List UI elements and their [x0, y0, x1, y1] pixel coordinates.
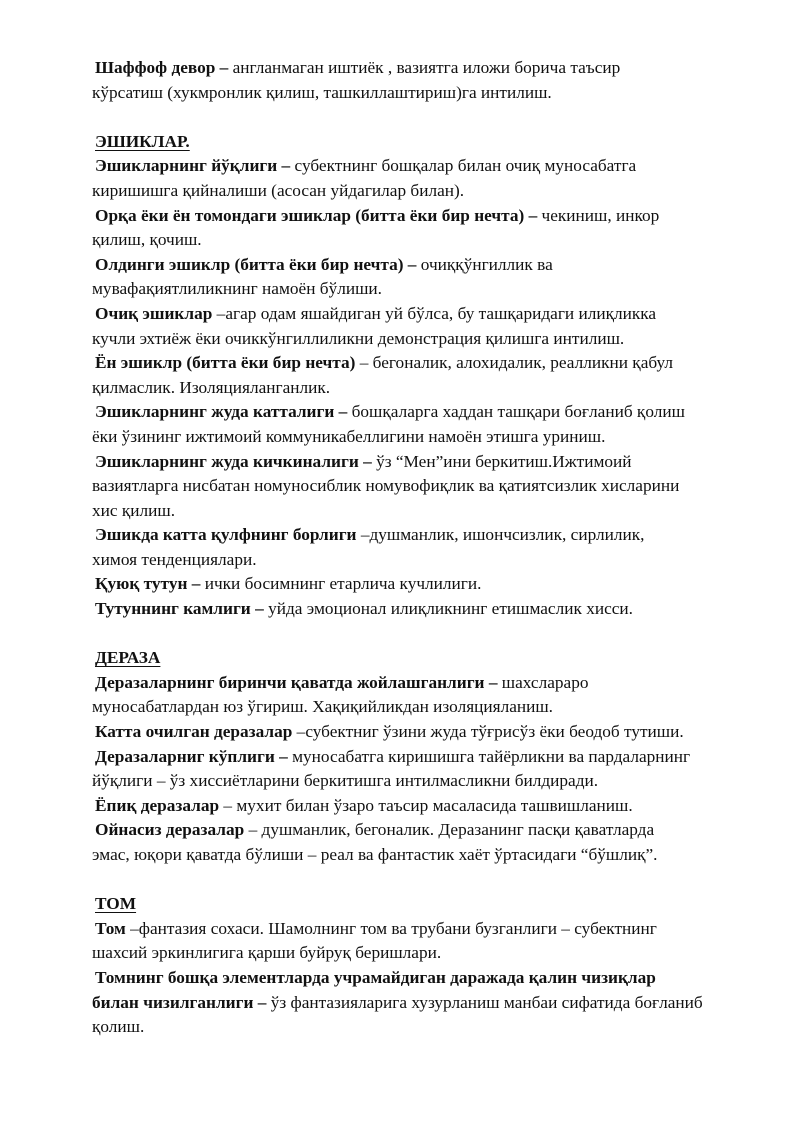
- entry-large-lock: [92, 523, 750, 572]
- entry-term: Очиқ эшиклар: [95, 303, 217, 323]
- entry-term: Тутуннинг камлиги –: [95, 599, 269, 619]
- entry-front-doors: [92, 253, 750, 302]
- entry-many-windows: [92, 745, 750, 794]
- entry-text-continuation: йўқлиги – ўз хиссиётларини беркитишга интилмасликни билдиради.: [92, 771, 599, 791]
- entry-roof: [92, 917, 750, 966]
- entry-text: шахслараро: [501, 672, 589, 692]
- entry-text: ўз фантазияларига хузурланиш манбаи сифатида боғланиб: [270, 992, 703, 1012]
- entry-term: Эшикларнинг жуда кичкиналиги –: [95, 451, 377, 471]
- entry-text-continuation: муносабатлардан юз ўгириш. Хақиқийликдан изоляцияланиш.: [92, 697, 553, 717]
- entry-term: Том: [95, 918, 131, 938]
- entry-transparent-wall: [92, 56, 750, 105]
- entry-text-continuation: киришишга қийналиши (асосан уйдагилар билан).: [92, 180, 465, 200]
- entry-text-continuation: қилмаслик. Изоляцияланганлик.: [92, 377, 331, 397]
- entry-text: англанмаган иштиёк , вазиятга иложи борича таъсир: [232, 58, 621, 77]
- entry-text: ўз “Мен”ини беркитиш.Ижтимоий: [376, 451, 632, 471]
- entry-term: Орқа ёки ён томондаги эшиклар (битта ёки бир нечта) –: [95, 205, 542, 225]
- entry-glassless-windows: [92, 818, 750, 867]
- entry-text: –агар одам яшайдиган уй бўлса, бу ташқаридаги илиқликка: [216, 303, 657, 323]
- entry-text-continuation: қилиш, қочиш.: [92, 230, 202, 250]
- entry-term: Катта очилган деразалар: [95, 722, 297, 742]
- entry-text: –субектниг ўзини жуда тўғрисўз ёки беодоб тутиши.: [296, 722, 684, 742]
- entry-term: Деразаларнинг биринчи қаватда жойлашганлиги –: [95, 672, 502, 692]
- entry-text-continuation: эмас, юқори қаватда бўлиши – реал ва фантастик хаёт ўртасидаги “бўшлиқ”.: [92, 845, 658, 864]
- section-doors: [92, 130, 750, 622]
- entry-ground-floor-windows: [92, 671, 750, 720]
- document-body: [92, 56, 750, 1040]
- entry-closed-windows: [95, 794, 750, 819]
- entry-text-continuation: кўрсатиш (хукмронлик қилиш, ташкиллаштириш)га интилиш.: [92, 82, 552, 102]
- entry-text: уйда эмоционал илиқликнинг етишмаслик хисси.: [268, 599, 633, 619]
- entry-term: Ёпиқ деразалар: [95, 795, 224, 815]
- entry-wide-open-windows: [95, 720, 750, 745]
- entry-very-small-doors: [92, 450, 750, 524]
- entry-text: чекиниш, инкор: [541, 205, 660, 225]
- entry-text-continuation: мувафақиятлиликнинг намоён бўлиши.: [92, 279, 382, 299]
- entry-text: очиққўнгиллик ва: [420, 254, 553, 274]
- entry-text-continuation: қолиш.: [92, 1017, 145, 1037]
- entry-text: – душманлик, бегоналик. Деразанинг пасқи қаватларда: [248, 820, 655, 840]
- entry-back-side-doors: [92, 204, 750, 253]
- entry-little-smoke: [95, 597, 750, 622]
- entry-open-doors: [92, 302, 750, 351]
- entry-text: –душманлик, ишончсизлик, сирлилик,: [360, 525, 645, 545]
- entry-no-doors: [92, 154, 750, 203]
- entry-text: –фантазия сохаси. Шамолнинг том ва трубани бузганлиги – субектнинг: [130, 918, 657, 938]
- entry-text: ички босимнинг етарлича кучлилиги.: [204, 574, 482, 594]
- entry-text-continuation: ёки ўзининг ижтимоий коммуникабеллигини намоён этишга уриниш.: [92, 426, 606, 446]
- entry-term: Ён эшиклр (битта ёки бир нечта): [95, 353, 360, 373]
- entry-term-continuation: билан чизилганлиги –: [92, 992, 271, 1012]
- entry-thick-smoke: [95, 572, 750, 597]
- entry-text: – мухит билан ўзаро таъсир масаласида ташвишланиш.: [223, 795, 633, 815]
- entry-text: субектнинг бошқалар билан очиқ муносабатга: [294, 156, 637, 176]
- entry-text: – бегоналик, алохидалик, реалликни қабул: [359, 353, 674, 373]
- entry-text-continuation: хис қилиш.: [92, 500, 176, 520]
- entry-text-continuation: кучли эхтиёж ёки очиккўнгиллиликни демонстрация қилишга интилиш.: [92, 328, 625, 348]
- entry-text-continuation: вазиятларга нисбатан номуносиблик номувофиқлик ва қатиятсизлик хисларини: [92, 476, 680, 496]
- entry-term: Олдинги эшиклр (битта ёки бир нечта) –: [95, 254, 421, 274]
- entry-term: Ойнасиз деразалар: [95, 820, 249, 840]
- entry-term: Деразаларниг кўплиги –: [95, 746, 293, 766]
- entry-term: Қуюқ тутун –: [95, 574, 205, 594]
- entry-term: Эшикларнинг жуда катталиги –: [95, 402, 352, 422]
- entry-very-large-doors: [92, 400, 750, 449]
- entry-term: Томнинг бошқа элементларда учрамайдиган даражада қалин чизиқлар: [95, 967, 656, 987]
- section-window: [92, 646, 750, 867]
- section-heading: ДЕРАЗА: [95, 648, 161, 668]
- entry-term: Шаффоф девор –: [95, 58, 233, 77]
- entry-term: Эшикда катта қулфнинг борлиги: [95, 525, 361, 545]
- section-heading: ЭШИКЛАР.: [95, 131, 190, 151]
- entry-term: Эшикларнинг йўқлиги –: [95, 156, 295, 176]
- entry-thick-roof-lines: [92, 966, 750, 1040]
- entry-text: бошқаларга хаддан ташқари боғланиб қолиш: [351, 402, 685, 422]
- section-heading: ТОМ: [95, 894, 137, 914]
- entry-text-continuation: шахсий эркинлигига қарши буйруқ беришлари.: [92, 943, 442, 963]
- section-roof: [92, 892, 750, 1040]
- entry-text-continuation: химоя тенденциялари.: [92, 549, 257, 569]
- entry-text: муносабатга киришишга тайёрликни ва пардаларнинг: [292, 746, 691, 766]
- entry-side-doors: [92, 351, 750, 400]
